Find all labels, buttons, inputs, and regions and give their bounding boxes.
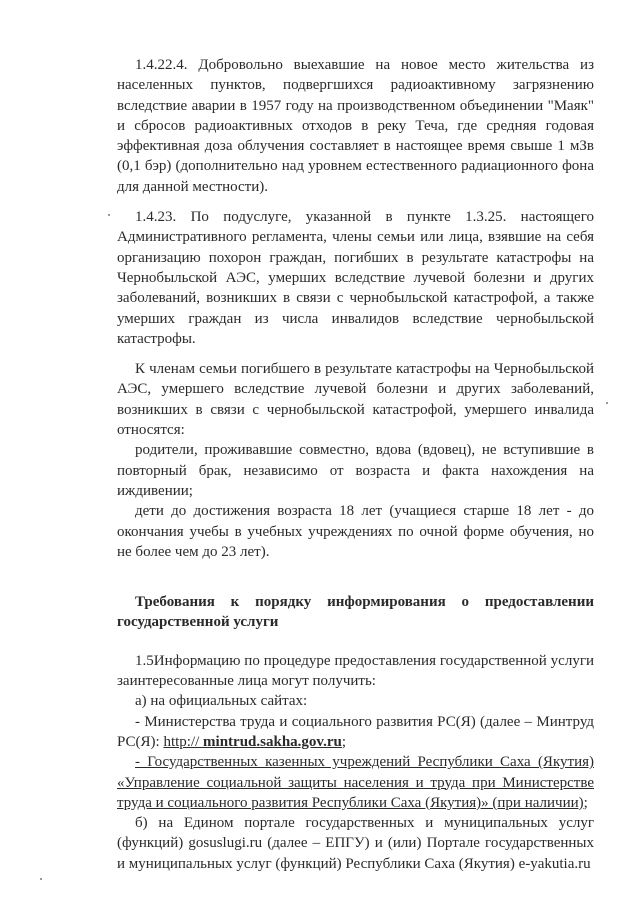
state-institutions-suffix: ; (583, 794, 588, 811)
ministry-text: - Министерства труда и социального развития РС(Я) (далее – Минтруд РС(Я): (117, 713, 594, 750)
paragraph-family-members: К членам семьи погибшего в результате катастрофы на Чернобыльской АЭС, умершего вследствие лучевой болезни и других заболеваний, возникших в связи с чернобыльской катастрофой, умершего инвалида относятся: (117, 361, 594, 439)
paragraph-official-sites: а) на официальных сайтах: (135, 693, 308, 710)
paragraph-portal: б) на Едином портале государственных и муниципальных услуг (функций) gosuslugi.ru (далее – ЕПГУ) и (или) Портале государственных и муниципальных услуг (функций) Республики Саха (Якутия) e-yakutia.ru (117, 815, 594, 872)
ministry-suffix: ; (341, 733, 347, 750)
paragraph-1-4-22-4: 1.4.22.4. Добровольно выехавшие на новое место жительства из населенных пунктов, подвергшихся радиоактивному загрязнению вследствие аварии в 1957 году на производственном объединении "Маяк" и сбросов радиоактивных отходов в реку Теча, где средняя годовая эффективная доза облучения составляет в настоящее время свыше 1 мЗв (0,1 бэр) (дополнительно над уровнем естественного радиационного фона для данной местности). (117, 57, 594, 195)
paragraph-ministry (117, 712, 594, 753)
section-heading: Требования к порядку информирования о предоставлении государственной услуги (117, 594, 594, 631)
scan-speck (606, 402, 608, 404)
paragraph-children: дети до достижения возраста 18 лет (учащиеся старше 18 лет - до окончания учебы в учебных учреждениях по очной форме обучения, но не более чем до 23 лет). (117, 503, 594, 560)
scan-speck (40, 878, 42, 880)
ministry-link-prefix[interactable]: http:// (163, 733, 204, 750)
paragraph-1-4-23: 1.4.23. По подуслуге, указанной в пункте 1.3.25. настоящего Административного регламента, члены семьи или лица, взявшие на себя организацию похорон граждан, погибших в результате катастрофы на Чернобыльской АЭС, умерших вследствие лучевой болезни и других заболеваний, возникших в связи с чернобыльской катастрофой, а также умерших граждан из числа инвалидов вследствие чернобыльской катастрофы. (117, 209, 594, 347)
paragraph-state-institutions (117, 752, 594, 813)
paragraph-1-5: 1.5Информацию по процедуре предоставления государственной услуги заинтересованные лица могут получить: (117, 652, 594, 690)
state-institutions-text: - Государственных казенных учреждений Республики Саха (Якутия) «Управление социальной защиты населения и труда при Министерстве труда и социального развития Республики Саха (Якутия)» (при наличии) (117, 754, 594, 811)
scan-speck (108, 214, 110, 216)
paragraph-parents: родители, проживавшие совместно, вдова (вдовец), не вступившие в повторный брак, независимо от возраста и факта нахождения на иждивении; (117, 442, 594, 499)
ministry-link[interactable]: mintrud.sakha.gov.ru (203, 733, 342, 750)
